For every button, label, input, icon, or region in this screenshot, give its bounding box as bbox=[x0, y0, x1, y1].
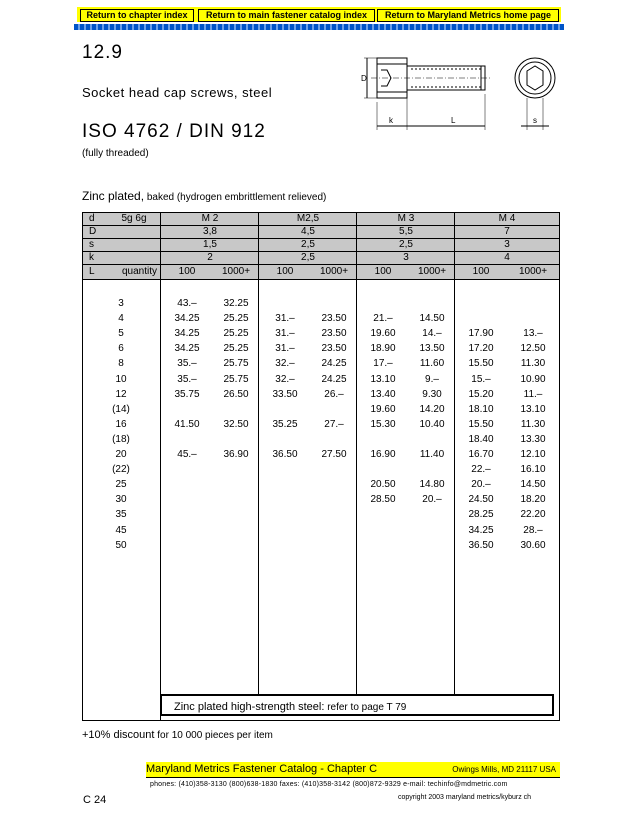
main-catalog-index-link[interactable]: Return to main fastener catalog index bbox=[198, 9, 375, 22]
price-cell bbox=[357, 434, 409, 446]
price-cell bbox=[409, 298, 455, 310]
price-cell: 26.– bbox=[324, 388, 344, 400]
price-cell bbox=[357, 298, 409, 310]
price-cell: 31.– bbox=[275, 328, 295, 340]
price-cell: 17.– bbox=[373, 358, 393, 370]
size-m4: M 4 bbox=[498, 213, 516, 224]
price-cell: 13.50 bbox=[419, 343, 445, 355]
qty-m3-1000: 1000+ bbox=[417, 266, 447, 277]
length-cell: 12 bbox=[115, 388, 127, 400]
price-cell bbox=[259, 494, 311, 506]
price-cell bbox=[455, 313, 507, 325]
price-cell: 13.10 bbox=[370, 373, 396, 385]
label-quantity: quantity bbox=[121, 266, 157, 277]
price-cell bbox=[507, 298, 559, 310]
price-cell bbox=[507, 313, 559, 325]
size-m2-5: M2,5 bbox=[296, 213, 320, 224]
price-cell bbox=[311, 404, 357, 416]
D-m2-5: 4,5 bbox=[301, 226, 315, 237]
price-cell: 26.50 bbox=[223, 388, 249, 400]
price-cell bbox=[161, 540, 213, 552]
table-row bbox=[83, 479, 559, 491]
col-divider bbox=[258, 213, 259, 280]
price-cell bbox=[409, 509, 455, 521]
size-m2: M 2 bbox=[201, 213, 219, 224]
price-cell: 9.– bbox=[425, 373, 439, 385]
price-cell bbox=[409, 525, 455, 537]
table-row bbox=[83, 313, 559, 325]
label-d: d bbox=[89, 213, 95, 224]
price-cell: 41.50 bbox=[174, 418, 200, 430]
length-cell: 35 bbox=[115, 509, 127, 521]
price-cell: 35.25 bbox=[272, 418, 298, 430]
qty-m2-100: 100 bbox=[178, 266, 196, 277]
table-row bbox=[83, 404, 559, 416]
standard-title: ISO 4762 / DIN 912 bbox=[82, 121, 266, 142]
price-cell: 32.– bbox=[275, 358, 295, 370]
length-cell: (18) bbox=[112, 433, 130, 445]
price-cell bbox=[311, 494, 357, 506]
col-divider bbox=[356, 213, 357, 280]
price-cell: 19.60 bbox=[370, 403, 396, 415]
price-cell: 35.– bbox=[177, 358, 197, 370]
table-row bbox=[83, 494, 559, 506]
price-cell: 17.90 bbox=[468, 328, 494, 340]
price-cell: 20.50 bbox=[370, 479, 396, 491]
length-cell: 25 bbox=[115, 479, 127, 491]
price-cell: 24.25 bbox=[321, 373, 347, 385]
price-cell: 34.25 bbox=[468, 524, 494, 536]
price-cell bbox=[357, 464, 409, 476]
price-cell: 36.50 bbox=[468, 539, 494, 551]
price-cell: 13.30 bbox=[520, 433, 546, 445]
price-cell bbox=[311, 509, 357, 521]
price-cell: 15.50 bbox=[468, 418, 494, 430]
k-m4: 4 bbox=[504, 252, 510, 263]
price-cell bbox=[213, 479, 259, 491]
price-cell: 25.25 bbox=[223, 343, 249, 355]
length-cell: 20 bbox=[115, 449, 127, 460]
label-L: L bbox=[89, 266, 95, 277]
price-cell bbox=[213, 434, 259, 446]
table-row bbox=[83, 525, 559, 537]
price-cell: 20.– bbox=[471, 479, 491, 491]
s-m2: 1,5 bbox=[203, 239, 217, 250]
price-cell bbox=[213, 525, 259, 537]
price-cell: 15.50 bbox=[468, 358, 494, 370]
price-cell: 30.60 bbox=[520, 539, 546, 551]
length-cell: 6 bbox=[118, 343, 124, 355]
table-row bbox=[83, 389, 559, 401]
k-m2: 2 bbox=[207, 252, 213, 263]
price-cell bbox=[409, 434, 455, 446]
price-cell bbox=[409, 464, 455, 476]
price-cell bbox=[311, 464, 357, 476]
price-cell: 19.60 bbox=[370, 328, 396, 340]
table-row bbox=[83, 358, 559, 370]
finish-label: Zinc plated, bbox=[82, 189, 145, 203]
col-divider bbox=[160, 213, 161, 280]
price-cell: 25.25 bbox=[223, 313, 249, 325]
qty-m4-1000: 1000+ bbox=[518, 266, 548, 277]
drawing-label-L: L bbox=[451, 116, 456, 125]
label-D: D bbox=[89, 226, 97, 237]
price-cell: 28.25 bbox=[468, 509, 494, 521]
table-row bbox=[83, 374, 559, 386]
price-cell: 14.50 bbox=[520, 479, 546, 491]
qty-m25-1000: 1000+ bbox=[319, 266, 349, 277]
price-cell: 34.25 bbox=[174, 328, 200, 340]
price-cell: 15.– bbox=[471, 373, 491, 385]
top-nav bbox=[77, 7, 561, 22]
product-subtitle: Socket head cap screws, steel bbox=[82, 85, 273, 100]
discount-note bbox=[82, 729, 273, 741]
table-row bbox=[83, 449, 559, 461]
price-cell: 33.50 bbox=[272, 388, 298, 400]
footer-location: Owings Mills, MD 21117 USA bbox=[452, 765, 556, 774]
D-m4: 7 bbox=[504, 226, 510, 237]
price-cell: 22.– bbox=[471, 464, 491, 476]
qty-m3-100: 100 bbox=[374, 266, 392, 277]
chapter-index-link[interactable]: Return to chapter index bbox=[80, 9, 194, 22]
price-cell: 36.90 bbox=[223, 449, 249, 460]
price-cell: 11.30 bbox=[520, 358, 546, 370]
price-cell bbox=[455, 298, 507, 310]
price-cell bbox=[161, 464, 213, 476]
home-page-link[interactable]: Return to Maryland Metrics home page bbox=[377, 9, 559, 22]
length-cell: 4 bbox=[118, 313, 124, 325]
price-cell bbox=[259, 525, 311, 537]
price-cell bbox=[311, 525, 357, 537]
label-s: s bbox=[89, 239, 94, 250]
discount-detail: for 10 000 pieces per item bbox=[154, 730, 273, 741]
length-cell: 3 bbox=[118, 298, 124, 309]
table-row bbox=[83, 343, 559, 355]
s-m2-5: 2,5 bbox=[301, 239, 315, 250]
label-thread-tolerance: 5g 6g bbox=[121, 213, 147, 224]
price-cell: 11.60 bbox=[419, 358, 445, 370]
size-m3: M 3 bbox=[397, 213, 415, 224]
header-stripe bbox=[74, 24, 564, 30]
price-cell: 23.50 bbox=[321, 313, 347, 325]
price-cell: 35.– bbox=[177, 373, 197, 385]
table-row bbox=[83, 419, 559, 431]
price-cell bbox=[161, 525, 213, 537]
thread-note: (fully threaded) bbox=[82, 148, 149, 159]
price-cell: 22.20 bbox=[520, 509, 546, 521]
price-cell: 13.40 bbox=[370, 388, 396, 400]
table-row bbox=[83, 540, 559, 552]
price-cell bbox=[213, 494, 259, 506]
table-row bbox=[83, 464, 559, 476]
price-cell: 18.20 bbox=[520, 494, 546, 506]
label-k: k bbox=[89, 252, 94, 263]
drawing-label-k: k bbox=[389, 116, 393, 125]
header-row-D bbox=[83, 226, 559, 239]
price-cell: 45.– bbox=[177, 449, 197, 460]
table-row bbox=[83, 298, 559, 310]
price-cell: 14.– bbox=[422, 328, 442, 340]
header-row-quantity bbox=[83, 265, 559, 280]
price-cell: 16.90 bbox=[370, 449, 396, 460]
price-cell bbox=[161, 494, 213, 506]
table-row bbox=[83, 328, 559, 340]
qty-m4-100: 100 bbox=[472, 266, 490, 277]
price-cell: 23.50 bbox=[321, 343, 347, 355]
price-cell: 43.– bbox=[177, 298, 197, 309]
price-cell bbox=[311, 479, 357, 491]
price-cell: 13.– bbox=[523, 328, 543, 340]
price-cell bbox=[259, 404, 311, 416]
price-cell: 25.75 bbox=[223, 373, 249, 385]
price-cell: 32.25 bbox=[223, 298, 249, 309]
s-m4: 3 bbox=[504, 239, 510, 250]
price-cell bbox=[311, 298, 357, 310]
price-cell: 15.30 bbox=[370, 418, 396, 430]
high-strength-note bbox=[160, 694, 554, 716]
price-cell: 10.40 bbox=[419, 418, 445, 430]
price-cell: 14.80 bbox=[419, 479, 445, 491]
price-cell: 35.75 bbox=[174, 388, 200, 400]
price-cell: 15.20 bbox=[468, 388, 494, 400]
qty-m2-1000: 1000+ bbox=[221, 266, 251, 277]
price-cell bbox=[311, 540, 357, 552]
price-cell: 24.50 bbox=[468, 494, 494, 506]
price-cell bbox=[259, 464, 311, 476]
price-cell: 12.10 bbox=[520, 449, 546, 460]
hs-note-label: Zinc plated high-strength steel: bbox=[174, 701, 325, 713]
qty-m25-100: 100 bbox=[276, 266, 294, 277]
price-cell: 10.90 bbox=[520, 373, 546, 385]
price-cell bbox=[259, 540, 311, 552]
price-cell: 9.30 bbox=[422, 388, 442, 400]
k-m3: 3 bbox=[403, 252, 409, 263]
length-cell: 10 bbox=[115, 373, 127, 385]
price-cell bbox=[161, 479, 213, 491]
drawing-label-D: D bbox=[361, 74, 367, 83]
finish-detail: baked (hydrogen embrittlement relieved) bbox=[144, 192, 327, 203]
price-cell: 14.20 bbox=[419, 403, 445, 415]
price-cell: 24.25 bbox=[321, 358, 347, 370]
price-cell: 11.– bbox=[523, 388, 543, 400]
length-cell: 5 bbox=[118, 328, 124, 340]
price-cell: 25.75 bbox=[223, 358, 249, 370]
price-cell bbox=[161, 509, 213, 521]
length-cell: (14) bbox=[112, 403, 130, 415]
footer-copyright: copyright 2003 maryland metrics/kyburz ch bbox=[398, 794, 532, 801]
price-cell: 31.– bbox=[275, 343, 295, 355]
price-cell: 14.50 bbox=[419, 313, 445, 325]
price-cell bbox=[357, 509, 409, 521]
price-cell bbox=[161, 434, 213, 446]
price-cell: 11.30 bbox=[520, 418, 546, 430]
col-divider bbox=[454, 213, 455, 280]
price-cell bbox=[213, 509, 259, 521]
price-cell: 11.40 bbox=[419, 449, 445, 460]
price-cell: 18.10 bbox=[468, 403, 494, 415]
header-row-k bbox=[83, 252, 559, 265]
price-cell: 18.90 bbox=[370, 343, 396, 355]
price-cell bbox=[213, 540, 259, 552]
screw-drawing bbox=[355, 50, 565, 135]
price-cell bbox=[357, 525, 409, 537]
price-cell: 28.– bbox=[523, 524, 543, 536]
price-cell: 16.10 bbox=[520, 464, 546, 476]
price-cell bbox=[357, 540, 409, 552]
price-cell bbox=[259, 479, 311, 491]
price-cell: 27.50 bbox=[321, 449, 347, 460]
price-cell: 28.50 bbox=[370, 494, 396, 506]
price-cell: 32.50 bbox=[223, 418, 249, 430]
length-cell: (22) bbox=[112, 464, 130, 476]
page-number: C 24 bbox=[83, 794, 107, 806]
length-cell: 45 bbox=[115, 524, 127, 536]
price-cell bbox=[161, 404, 213, 416]
header-row-d bbox=[83, 213, 559, 226]
price-cell: 20.– bbox=[422, 494, 442, 506]
price-cell bbox=[213, 464, 259, 476]
price-table bbox=[82, 212, 560, 721]
price-cell: 23.50 bbox=[321, 328, 347, 340]
price-cell: 25.25 bbox=[223, 328, 249, 340]
footer-banner bbox=[146, 762, 560, 778]
price-cell: 12.50 bbox=[520, 343, 546, 355]
table-row bbox=[83, 509, 559, 521]
hs-note-ref: refer to page T 79 bbox=[324, 702, 407, 713]
header-row-s bbox=[83, 239, 559, 252]
D-m3: 5,5 bbox=[399, 226, 413, 237]
price-cell bbox=[311, 434, 357, 446]
price-cell bbox=[259, 298, 311, 310]
length-cell: 8 bbox=[118, 358, 124, 370]
D-m2: 3,8 bbox=[203, 226, 217, 237]
price-cell bbox=[259, 509, 311, 521]
table-row bbox=[83, 434, 559, 446]
footer-brand: Maryland Metrics Fastener Catalog - Chapter C bbox=[146, 763, 378, 775]
price-cell: 13.10 bbox=[520, 403, 546, 415]
price-cell: 16.70 bbox=[468, 449, 494, 460]
price-cell: 27.– bbox=[324, 418, 344, 430]
finish-note bbox=[82, 189, 326, 203]
price-cell: 34.25 bbox=[174, 313, 200, 325]
price-cell: 18.40 bbox=[468, 433, 494, 445]
s-m3: 2,5 bbox=[399, 239, 413, 250]
discount-label: +10% discount bbox=[82, 729, 155, 741]
price-cell: 21.– bbox=[373, 313, 393, 325]
price-cell: 36.50 bbox=[272, 449, 298, 460]
length-cell: 30 bbox=[115, 494, 127, 506]
grade-title: 12.9 bbox=[82, 42, 123, 63]
length-cell: 50 bbox=[115, 539, 127, 551]
price-cell: 17.20 bbox=[468, 343, 494, 355]
k-m2-5: 2,5 bbox=[301, 252, 315, 263]
price-cell bbox=[409, 540, 455, 552]
price-cell bbox=[259, 434, 311, 446]
price-cell: 31.– bbox=[275, 313, 295, 325]
price-cell bbox=[213, 404, 259, 416]
price-cell: 32.– bbox=[275, 373, 295, 385]
price-cell: 34.25 bbox=[174, 343, 200, 355]
length-cell: 16 bbox=[115, 418, 127, 430]
drawing-label-s: s bbox=[533, 116, 537, 125]
footer-contact: phones: (410)358-3130 (800)638-1830 faxes: (410)358-3142 (800)872-9329 e-mail: techinfo@mdmetric.com bbox=[150, 781, 508, 788]
